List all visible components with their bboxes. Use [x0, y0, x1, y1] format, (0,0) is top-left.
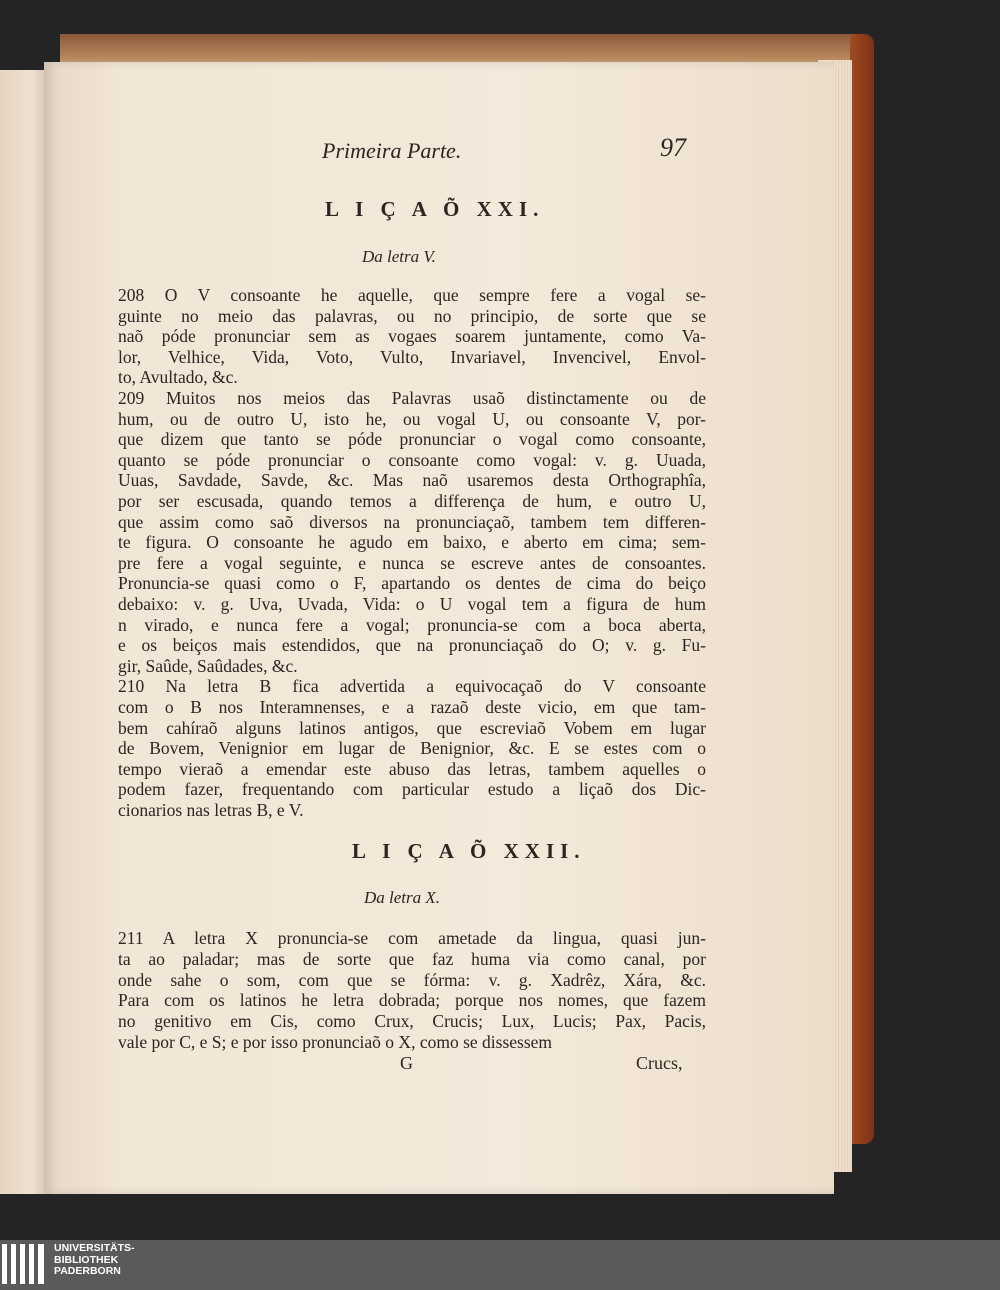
text-line: n virado, e nunca fere a vogal; pronuncia-se com a boca aberta, — [118, 614, 706, 635]
library-name-line: BIBLIOTHEK — [54, 1253, 119, 1266]
footer-bar — [0, 1240, 1000, 1290]
library-logo-icon — [2, 1244, 44, 1284]
text-line: te figura. O consoante he agudo em baixo, e aberto em cima; sem- — [118, 532, 706, 553]
text-line: tempo vieraõ a emendar este abuso das letras, tambem aquelles o — [118, 758, 706, 779]
text-line: hum, ou de outro U, isto he, ou vogal U, ou consoante V, por- — [118, 408, 706, 429]
section-subheading-21: Da letra V. — [362, 247, 436, 266]
library-name — [54, 1243, 135, 1278]
text-line: 211 A letra X pronuncia-se com ametade da lingua, quasi jun- — [118, 928, 706, 948]
text-line: onde sahe o som, com que se fórma: v. g. Xadrêz, Xára, &c. — [118, 969, 706, 990]
text-line: debaixo: v. g. Uva, Uvada, Vida: o U vogal tem a figura de hum — [118, 594, 706, 614]
catchword: Crucs, — [636, 1053, 683, 1073]
text-line: que assim como saõ diversos na pronunciaçaõ, tambem tem differen- — [118, 511, 706, 532]
text-line: cionarios nas letras B, e V. — [118, 800, 304, 820]
text-line: Pronuncia-se quasi como o F, apartando os dentes de cima do beiço — [118, 573, 706, 594]
text-line: Para com os latinos he letra dobrada; porque nos nomes, que fazem — [118, 990, 706, 1011]
text-line: 210 Na letra B fica advertida a equivocaçaõ do V consoante — [118, 676, 706, 697]
text-line: de Bovem, Venignior em lugar de Benignior, &c. E se estes com o — [118, 738, 706, 759]
text-line: naõ póde pronunciar sem as vogaes soarem juntamente, como Va- — [118, 326, 706, 347]
section-heading-21: L I Ç A Õ XXI. — [325, 197, 545, 221]
page-number: 97 — [660, 133, 686, 162]
text-line: to, Avultado, &c. — [118, 367, 238, 388]
library-name-line: PADERBORN — [54, 1265, 121, 1277]
section-subheading-22: Da letra X. — [364, 888, 441, 907]
text-line: e os beiços mais estendidos, que na pronunciaçaõ do O; v. g. Fu- — [118, 635, 706, 656]
signature-mark: G — [400, 1053, 413, 1073]
text-line: bem cahíraõ alguns latinos antigos, que escreviaõ Vobem em lugar — [118, 717, 706, 738]
text-line: vale por C, e S; e por isso pronunciaõ o X, como se dissessem — [118, 1032, 553, 1052]
text-line: quanto se póde pronunciar o consoante como vogal: v. g. Uuada, — [118, 449, 706, 470]
running-head: Primeira Parte. — [322, 138, 462, 163]
text-line: podem fazer, frequentando com particular estudo a liçaõ dos Dic- — [118, 779, 706, 800]
text-line: pre fere a vogal seguinte, e nunca se escreve antes de consoantes. — [118, 552, 706, 573]
text-line: ta ao paladar; mas de sorte que faz huma via como canal, por — [118, 948, 706, 969]
text-line: 209 Muitos nos meios das Palavras usaõ distinctamente ou de — [118, 388, 706, 408]
text-line: 208 O V consoante he aquelle, que sempre fere a vogal se- — [118, 285, 706, 305]
text-line: Uuas, Savdade, Savde, &c. Mas naõ usaremos desta Orthographîa, — [118, 470, 706, 491]
section-heading-22: L I Ç A Õ XXII. — [352, 839, 586, 863]
text-line: que dizem que tanto se póde pronunciar o vogal como consoante, — [118, 429, 706, 450]
text-line: lor, Velhice, Vida, Voto, Vulto, Invariavel, Invencivel, Envol- — [118, 346, 706, 367]
left-page — [0, 70, 46, 1194]
text-line: guinte no meio das palavras, ou no principio, de sorte que se — [118, 305, 706, 326]
library-name-line: UNIVERSITÄTS- — [54, 1242, 135, 1254]
text-line: por ser escusada, quando temos a differença de hum, e outro U, — [118, 491, 706, 511]
text-line: no genitivo em Cis, como Crux, Crucis; Lux, Lucis; Pax, Pacis, — [118, 1011, 706, 1032]
text-line: com o B nos Interamnenses, e a razaõ deste vicio, em que tam- — [118, 697, 706, 717]
text-line: gir, Saûde, Saûdades, &c. — [118, 655, 298, 676]
